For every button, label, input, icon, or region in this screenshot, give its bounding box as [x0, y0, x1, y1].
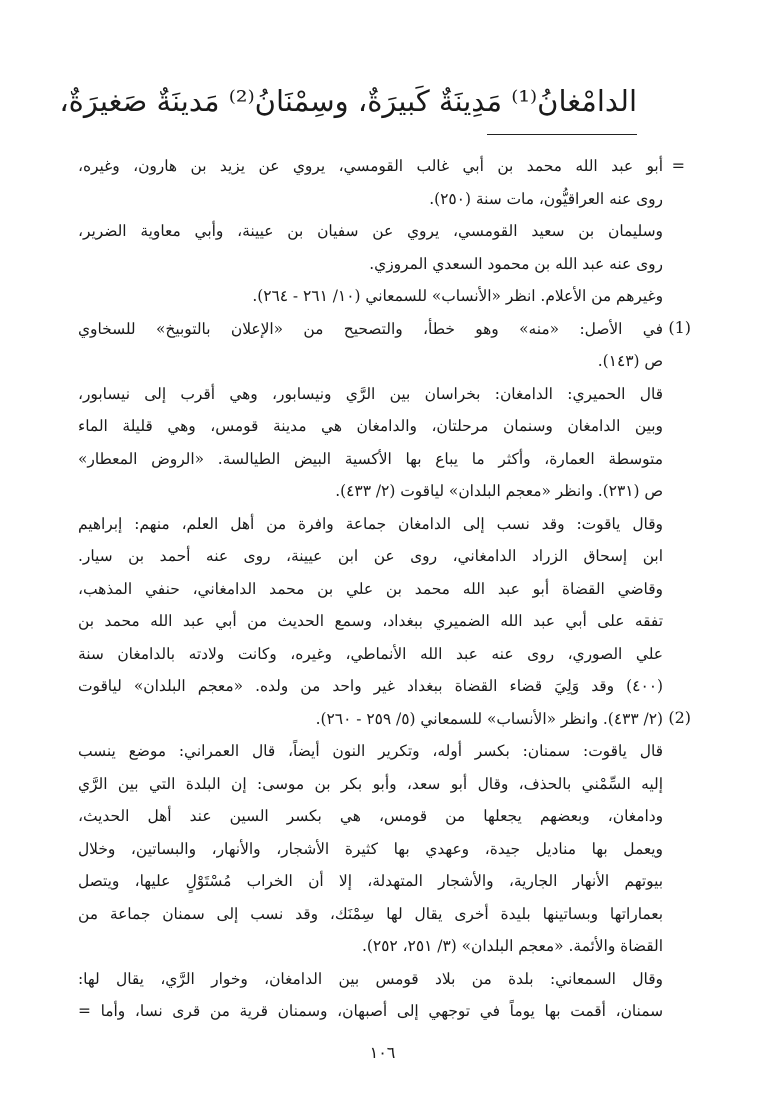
footnote-line: روى عنه عبد الله بن محمود السعدي المروزي.	[369, 254, 663, 273]
footnote-line: ودامغان، وبعضهم يجعلها من قومس، هي بكسر السين عند أهل الحديث،	[78, 807, 663, 825]
footnote-line: إليه السِّمْني بالحذف، وقال أبو سعد، وأبو بكر بن موسى: إن البلدة التي بين الرَّي	[78, 774, 663, 793]
footnote-line: (٤٠٠) وقد وَلِيَ قضاء القضاة ببغداد غير واحد من ولده. «معجم البلدان» لياقوت	[78, 677, 663, 695]
footnote-line: وغيرهم من الأعلام. انظر «الأنساب» للسمعاني (١٠/ ٢٦١ - ٢٦٤).	[252, 287, 663, 305]
footnote-line: ص (٢٣١). وانظر «معجم البلدان» لياقوت (٢/ ٤٣٣).	[335, 482, 663, 500]
footnote-line: ابن إسحاق الزراد الدامغاني، روى عن ابن عيينة، روى عنه أحمد بن سيار.	[78, 547, 663, 565]
footnote-divider	[487, 134, 637, 135]
footnote-line: سمنان، أقمت بها يوماً في توجهي إلى أصبهان، وسمنان قرية من قرى نسا، وأما =	[78, 1002, 663, 1020]
footnote-line: القضاة والأئمة. «معجم البلدان» (٣/ ٢٥١، ٢٥٢).	[361, 937, 663, 955]
footnote-line: وقال السمعاني: بلدة من بلاد قومس بين الدامغان، وخوار الرَّي، يقال لها:	[78, 969, 663, 988]
footnote-line: روى عنه العراقيُّون، مات سنة (٢٥٠).	[429, 189, 663, 208]
footnote-line: وبين الدامغان وسنمان مرحلتان، والدامغان هي مدينة قومس، وهي قليلة الماء	[78, 417, 663, 435]
footnote-line: وقاضي القضاة أبو عبد الله محمد بن علي بن محمد الدامغاني، حنفي المذهب،	[78, 579, 663, 598]
footnote-line: (٢/ ٤٣٣). وانظر «الأنساب» للسمعاني (٥/ ٢٥٩ - ٢٦٠).	[315, 709, 663, 728]
footnote-line: ويعمل بها مناديل جيدة، وعهدي بها كثيرة الأشجار، والأنهار، والبساتين، وخلال	[78, 839, 663, 858]
footnote-line: في الأصل: «منه» وهو خطأ، والتصحيح من «الإعلان بالتوبيخ» للسخاوي	[78, 319, 663, 338]
footnote-line: قال الحميري: الدامغان: بخراسان بين الرَّي ونيسابور، وهي أقرب إلى نيسابور،	[78, 384, 663, 403]
footnote-marker-1: (1)	[668, 318, 691, 337]
footnote-line: ص (١٤٣).	[597, 352, 663, 370]
footnote-line: بعماراتها وبساتينها بليدة أخرى يقال لها سِمْنَك، وقد نسب إلى سمنان جماعة من	[78, 904, 663, 923]
footnote-line: وسليمان بن سعيد القومسي، يروي عن سفيان بن عيينة، وأبي معاوية الضرير،	[78, 222, 663, 240]
footnotes	[78, 150, 663, 1028]
main-text: الدامْغانُ⁽¹⁾ مَدِينَةٌ كَبيرَةٌ، وسِمْنَانُ⁽²⁾ مَدينَةٌ صَغيرَةٌ،	[59, 84, 637, 118]
footnote-line: تفقه على أبي عبد الله الضميري ببغداد، وسمع الحديث من أبي عبد الله محمد بن	[78, 612, 663, 630]
footnote-marker-2: (2)	[668, 708, 691, 727]
footnote-line: بيوتهم الأنهار الجارية، والأشجار المتهدلة، إلا أن الخراب مُسْتَوْلٍ عليها، ويتصل	[78, 872, 663, 890]
footnote-line: متوسطة العمارة، وأكثر ما يباع بها الأكسية البيض الطيالسة. «الروض المعطار»	[78, 449, 663, 468]
page-number: ١٠٦	[369, 1043, 396, 1062]
footnote-line: علي الصوري، روى عنه عبد الله الأنماطي، وغيره، وكانت ولادته بالدامغان سنة	[78, 644, 663, 663]
footnote-line: وقال ياقوت: وقد نسب إلى الدامغان جماعة وافرة من أهل العلم، منهم: إبراهيم	[78, 514, 663, 533]
continuation-marker: =	[671, 156, 685, 175]
footnote-line: أبو عبد الله محمد بن أبي غالب القومسي، يروي عن يزيد بن هارون، وغيره،	[78, 157, 663, 175]
footnote-line: قال ياقوت: سمنان: بكسر أوله، وتكرير النون أيضاً، قال العمراني: موضع ينسب	[78, 742, 663, 760]
